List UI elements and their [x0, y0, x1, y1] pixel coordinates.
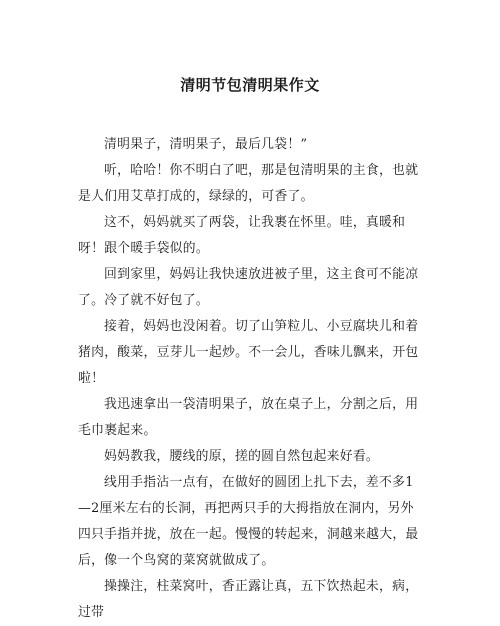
paragraph: 回到家里，妈妈让我快速放进被子里，这主食可不能凉了。冷了就不好包了。	[78, 267, 419, 308]
paragraph: 这不，妈妈就买了两袋，让我裹在怀里。哇，真暖和呀！跟个暖手袋似的。	[78, 215, 406, 256]
paragraph: 接着，妈妈也没闲着。切了山笋粒儿、小豆腐块儿和着猪肉，酸菜，豆芽儿一起炒。不一会儿，香味儿飘来，开包啦！	[78, 319, 419, 386]
paragraph: 清明果子，清明果子，最后几袋！”	[104, 137, 308, 152]
paragraph: 妈妈教我，腰线的原，搓的圆自然包起来好看。	[104, 449, 380, 464]
paragraph: 我迅速拿出一袋清明果子，放在桌子上，分割之后，用毛巾裹起来。	[78, 397, 419, 438]
paragraph: 操操注，柱菜窝叶，香正露让真，五下饮热起未，病，过带	[78, 579, 419, 620]
paragraph: 线用手指沾一点有，在做好的圆团上扎下去，差不多1—2厘米左右的长洞，再把两只手的大拇指放在洞内，另外四只手指并拢，放在一起。慢慢的转起来，洞越来越大，最后，像一个鸟窝的菜窝就做成了。	[78, 475, 419, 568]
document-title: 清明节包清明果作文	[180, 76, 320, 94]
document-body	[78, 132, 426, 626]
paragraph: 听，哈哈！你不明白了吧，那是包清明果的主食，也就是人们用艾草打成的，绿绿的，可香了。	[78, 163, 419, 204]
